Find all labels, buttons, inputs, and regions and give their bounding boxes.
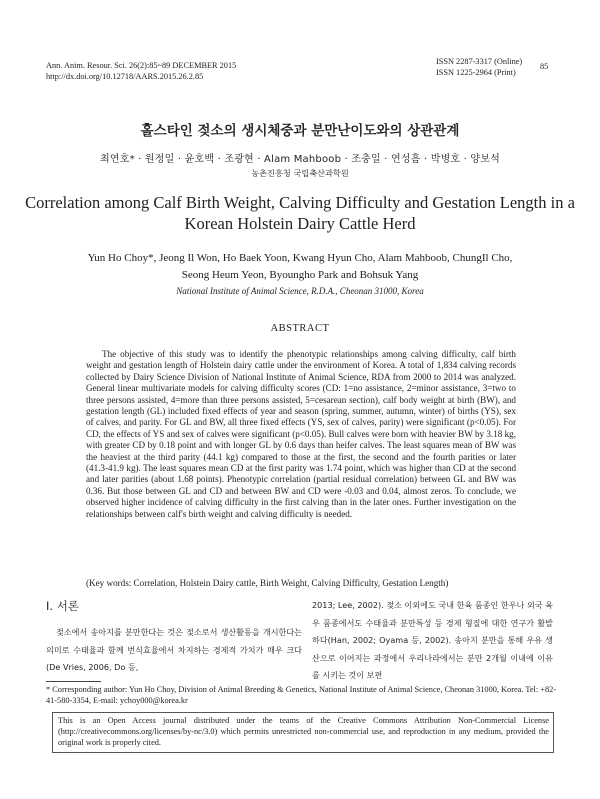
- issn-online: ISSN 2287-3317 (Online): [436, 57, 523, 66]
- journal-citation: [46, 60, 236, 82]
- authors-korean: 최연호* · 원정일 · 윤호백 · 조광현 · Alam Mahboob · 조충일 · 연성흠 · 박병호 · 양보석: [99, 154, 501, 165]
- intro-paragraph-left: 젖소에서 송아지를 분만한다는 것은 젖소로서 생산활동을 개시한다는 의미로 수태율과 함께 번식효율에서 차지하는 경제적 가치가 매우 크다(De Vries, 2006, Do 등,: [46, 627, 302, 673]
- title-korean: 홀스타인 젖소의 생시체중과 분만난이도와의 상관관계: [140, 123, 460, 139]
- title-english: Correlation among Calf Birth Weight, Calving Difficulty and Gestation Length in a Korean Holstein Dairy Cattle Herd: [25, 193, 575, 233]
- authors-english-line2: Seong Heum Yeon, Byoungho Park and Bohsuk Yang: [181, 269, 419, 281]
- open-access-notice: This is an Open Access journal distributed under the teams of the Creative Commons Attribution Non-Commercial License (http://creativecommons.org/licenses/by-nc/3.0) which permits unrestricted non-commercial use, and reproduction in any medium, provided the original work is properly cited.: [52, 712, 554, 753]
- page-number: 85: [540, 62, 549, 71]
- authors-english: [20, 250, 580, 284]
- footnote-divider: [46, 681, 101, 682]
- abstract-heading: ABSTRACT: [270, 323, 330, 334]
- corresponding-author-footnote: * Corresponding author: Yun Ho Choy, Division of Animal Breeding & Genetics, National Institute of Animal Science, Cheonan 31000, Korea. Tel: +82-41-580-3354, E-mail: ychoy000@korea.kr: [46, 685, 556, 705]
- issn-block: [436, 56, 522, 78]
- keywords: (Key words: Correlation, Holstein Dairy cattle, Birth Weight, Calving Difficulty, Gestation Length): [86, 578, 449, 588]
- doi-link[interactable]: http://dx.doi.org/10.12718/AARS.2015.26.2.85: [46, 72, 204, 81]
- authors-english-line1: Yun Ho Choy*, Jeong Il Won, Ho Baek Yoon, Kwang Hyun Cho, Alam Mahboob, ChungIl Cho,: [87, 252, 513, 264]
- issn-print: ISSN 1225-2964 (Print): [436, 68, 516, 77]
- affiliation-korean: 농촌진흥청 국립축산과학원: [251, 168, 349, 178]
- journal-volume-line: Ann. Anim. Resour. Sci. 26(2):85~89 DECEMBER 2015: [46, 61, 237, 70]
- intro-paragraph-right: 2013; Lee, 2002). 젖소 이외에도 국내 한육 품종인 한우나 외국 육우 품종에서도 수태율과 분만특성 등 경제 형질에 대한 연구가 활발하다(Han, 2002; Oyama 등, 2002). 송아지 분만을 통해 우유 생산으로 이어지는 과정에서 우리나라에서는 분만 2개월 이내에 이유를 시키는 것이 보편: [312, 600, 553, 681]
- abstract-body: The objective of this study was to identify the phenotypic relationships among calving difficulty, calf birth weight and gestation length of Holstein dairy cattle under the environment of Korea. A total of 1,834 calving records collected by Dairy Science Division of National Institute of Animal Science, RDA from 2000 to 2014 was analyzed. General linear multivariate models for calving difficulty scores (CD: 1=no assistance, 2=minor assistance, 3=two to three persons assisted, 4=more than three persons assisted, 5=cesarean section), calf body weight at birth (BW), and gestation length (GL) included fixed effects of year and season (spring, summer, autumn, winter) of births (YS), sex of calves, and parity. For GL and BW, all three fixed effects (YS, sex of calves, parity) were significant (p<0.05). For CD, the effects of YS and sex of calves were significant (p<0.05). Bull calves were born with heavier BW by 3.18 kg, with greater CD by 0.18 point and with longer GL by 0.6 days than heifer calves. The least squares mean of BW was the heaviest at the third parity (44.1 kg) compared to those at the first, the second and the fourth parities or later (41.3-41.9 kg). The least squares mean CD at the first parity was 1.74 point, which was higher than CD at the second and later parities (about 1.68 points). Phenotypic correlation (partial residual correlation) between GL and BW was 0.36. But those between GL and CD and between BW and CD were -0.03 and 0.04, almost zeros. To conclude, we observed higher incidence of calving difficulty in the first calving than in the later ones. Further investigation on the relationships between calf's birth weight and calving difficulty is needed.: [86, 349, 516, 519]
- affiliation-english: National Institute of Animal Science, R.D.A., Cheonan 31000, Korea: [176, 286, 424, 296]
- section-heading-introduction: Ⅰ. 서론: [46, 599, 79, 613]
